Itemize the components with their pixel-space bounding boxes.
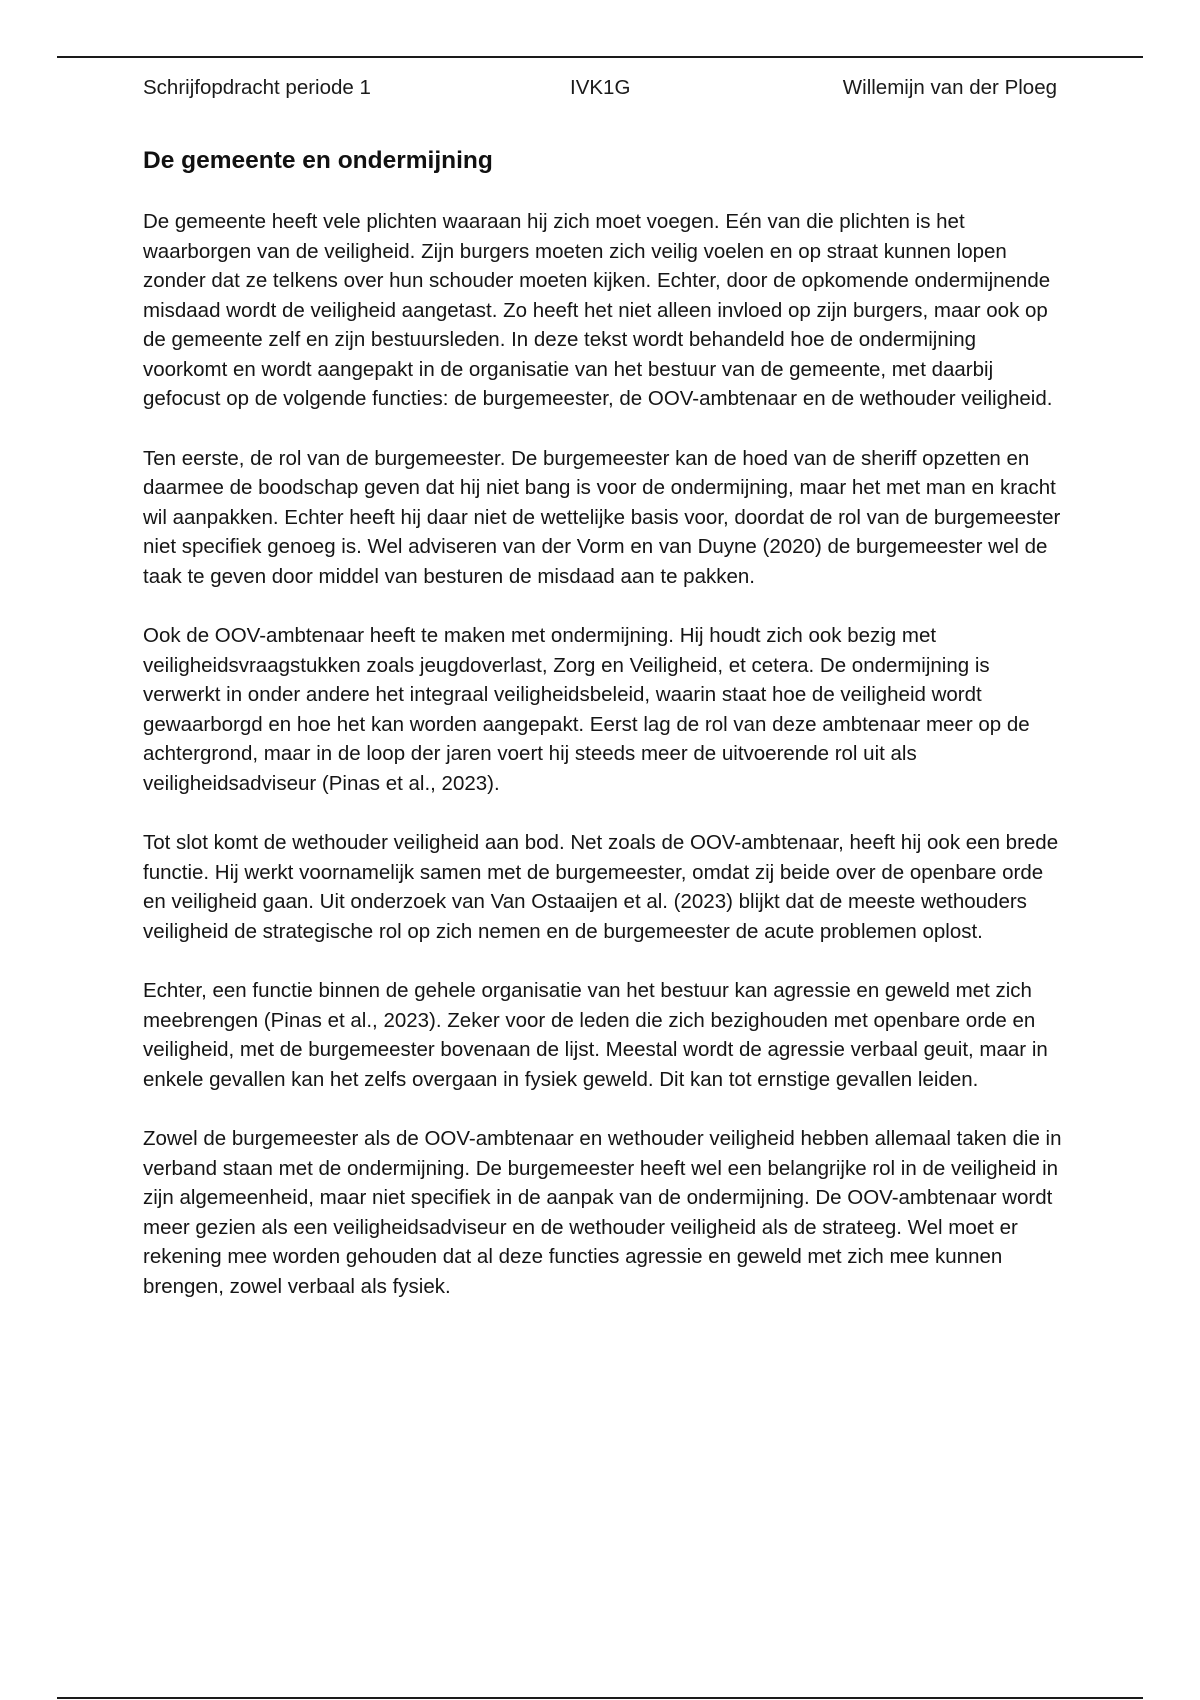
header-author: Willemijn van der Ploeg — [842, 76, 1057, 99]
header-class-code: IVK1G — [570, 76, 631, 99]
header-assignment: Schrijfopdracht periode 1 — [143, 76, 371, 99]
document-title: De gemeente en ondermijning — [143, 147, 493, 174]
page-header — [143, 73, 1057, 103]
paragraph-agressie: Echter, een functie binnen de gehele organisatie van het bestuur kan agressie en geweld met zich meebrengen (Pinas et al., 2023). Zeker voor de leden die zich bezighouden met openbare orde en veiligheid, met de burgemeester bovenaan de lijst. Meestal wordt de agressie verbaal geuit, maar in enkele gevallen kan het zelfs overgaan in fysiek geweld. Dit kan tot ernstige gevallen leiden. — [143, 979, 1048, 1091]
paragraph-conclusie: Zowel de burgemeester als de OOV-ambtenaar en wethouder veiligheid hebben allemaal taken die in verband staan met de ondermijning. De burgemeester heeft wel een belangrijke rol in de veiligheid in zijn algemeenheid, maar niet specifiek in de aanpak van de ondermijning. De OOV-ambtenaar wordt meer gezien als een veiligheidsadviseur en de wethouder veiligheid als de strateeg. Wel moet er rekening mee worden gehouden dat al deze functies agressie en geweld met zich mee kunnen brengen, zowel verbaal als fysiek. — [143, 1127, 1062, 1298]
document-body — [143, 143, 1063, 1331]
body-text — [143, 207, 1063, 1301]
paragraph-oov-ambtenaar: Ook de OOV-ambtenaar heeft te maken met ondermijning. Hij houdt zich ook bezig met veiligheidsvraagstukken zoals jeugdoverlast, Zorg en Veiligheid, et cetera. De ondermijning is verwerkt in onder andere het integraal veiligheidsbeleid, waarin staat hoe de veiligheid wordt gewaarborgd en hoe het kan worden aangepakt. Eerst lag de rol van deze ambtenaar meer op de achtergrond, maar in de loop der jaren voert hij steeds meer de uitvoerende rol uit als veiligheidsadviseur (Pinas et al., 2023). — [143, 624, 1030, 795]
paragraph-intro: De gemeente heeft vele plichten waaraan hij zich moet voegen. Eén van die plichten is het waarborgen van de veiligheid. Zijn burgers moeten zich veilig voelen en op straat kunnen lopen zonder dat ze telkens over hun schouder moeten kijken. Echter, door de opkomende ondermijnende misdaad wordt de veiligheid aangetast. Zo heeft het niet alleen invloed op zijn burgers, maar ook op de gemeente zelf en zijn bestuursleden. In deze tekst wordt behandeld hoe de ondermijning voorkomt en wordt aangepakt in de organisatie van het bestuur van de gemeente, met daarbij gefocust op de volgende functies: de burgemeester, de OOV-ambtenaar en de wethouder veiligheid. — [143, 210, 1053, 410]
paragraph-wethouder: Tot slot komt de wethouder veiligheid aan bod. Net zoals de OOV-ambtenaar, heeft hij ook een brede functie. Hij werkt voornamelijk samen met de burgemeester, omdat zij beide over de openbare orde en veiligheid gaan. Uit onderzoek van Van Ostaaijen et al. (2023) blijkt dat de meeste wethouders veiligheid de strategische rol op zich nemen en de burgemeester de acute problemen oplost. — [143, 831, 1059, 943]
paragraph-burgemeester: Ten eerste, de rol van de burgemeester. De burgemeester kan de hoed van de sheriff opzetten en daarmee de boodschap geven dat hij niet bang is voor de ondermijning, maar het met man en kracht wil aanpakken. Echter heeft hij daar niet de wettelijke basis voor, doordat de rol van de burgemeester niet specifiek genoeg is. Wel adviseren van der Vorm en van Duyne (2020) de burgemeester wel de taak te geven door middel van besturen de misdaad aan te pakken. — [143, 446, 1061, 588]
header-rule — [57, 56, 1143, 58]
footer-rule — [57, 1697, 1143, 1699]
